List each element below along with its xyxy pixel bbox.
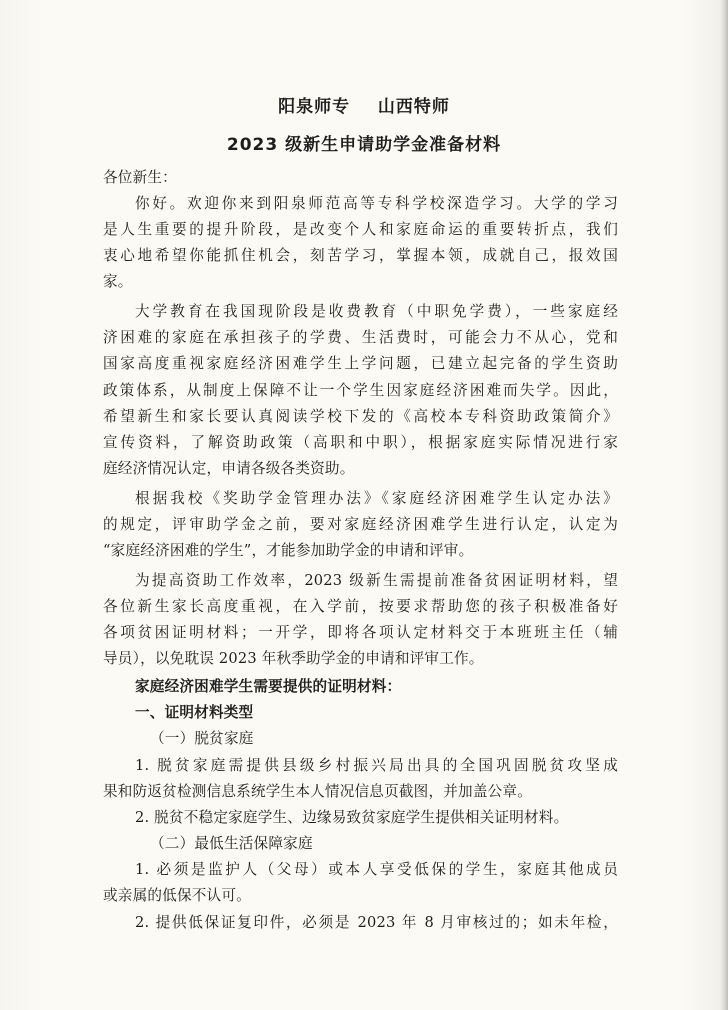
paragraph-preparation-line: 各项贫困证明材料；一开学，即将各项认定材料交于本班班主任（辅 bbox=[103, 624, 618, 641]
paragraph-preparation-line: 各位新生家长高度重视，在入学前，按要求帮助您的孩子积极准备好 bbox=[103, 598, 618, 615]
item-text-line: 果和防返贫检测信息系统学生本人情况信息页截图，并加盖公章。 bbox=[103, 783, 533, 800]
item-heading-poverty-relief-family: （一）脱贫家庭 bbox=[150, 730, 254, 747]
paragraph-policy-line: 庭经济情况认定，申请各级各类资助。 bbox=[103, 460, 355, 477]
paragraph-policy-line: 国家高度重视家庭经济困难学生上学问题，已建立起完备的学生资助 bbox=[103, 355, 618, 372]
paragraph-policy-line: 宣传资料，了解资助政策（高职和中职），根据家庭实际情况进行家 bbox=[103, 434, 618, 451]
paragraph-rules-line: 根据我校《奖助学金管理办法》《家庭经济困难学生认定办法》 bbox=[135, 490, 618, 507]
item-text-line: 1. 脱贫家庭需提供县级乡村振兴局出具的全国巩固脱贫攻坚成 bbox=[135, 757, 618, 774]
paragraph-policy-line: 济困难的家庭在承担孩子的学费、生活费时，可能会力不从心，党和 bbox=[103, 329, 618, 346]
item-text-line: 2. 脱贫不稳定家庭学生、边缘易致贫家庭学生提供相关证明材料。 bbox=[135, 809, 569, 826]
paragraph-policy-line: 大学教育在我国现阶段是收费教育（中职免学费），一些家庭经 bbox=[135, 303, 618, 320]
paragraph-welcome-line: 家。 bbox=[103, 273, 133, 290]
paragraph-policy-line: 政策体系，从制度上保障不让一个学生因家庭经济困难而失学。因此， bbox=[103, 382, 618, 399]
item-text-line: 或亲属的低保不认可。 bbox=[103, 887, 251, 904]
paragraph-rules-line: “家庭经济困难的学生”，才能参加助学金的申请和评审。 bbox=[103, 542, 474, 559]
item-text-line: 2. 提供低保证复印件，必须是 2023 年 8 月审核过的；如未年检， bbox=[135, 914, 618, 931]
paragraph-policy-line: 希望新生和家长要认真阅读学校下发的《高校本专科资助政策简介》 bbox=[103, 408, 618, 425]
paragraph-welcome-line: 衷心地希望你能抓住机会，刻苦学习，掌握本领，成就自己，报效国 bbox=[103, 247, 618, 264]
item-heading-minimum-living-family: （二）最低生活保障家庭 bbox=[150, 835, 313, 852]
section-heading-required-materials: 家庭经济困难学生需要提供的证明材料： bbox=[135, 678, 402, 695]
document-title-schools: 阳泉师专 山西特师 bbox=[278, 97, 450, 117]
paragraph-preparation-line: 为提高资助工作效率，2023 级新生需提前准备贫困证明材料，望 bbox=[135, 572, 618, 589]
scanned-page-edge bbox=[720, 0, 728, 1010]
salutation: 各位新生： bbox=[103, 169, 177, 186]
paragraph-rules-line: 的规定，评审助学金之前，要对家庭经济困难学生进行认定，认定为 bbox=[103, 516, 618, 533]
document-title-main: 2023 级新生申请助学金准备材料 bbox=[226, 135, 502, 155]
item-text-line: 1. 必须是监护人（父母）或本人享受低保的学生，家庭其他成员 bbox=[135, 861, 618, 878]
paragraph-welcome-line: 你好。欢迎你来到阳泉师范高等专科学校深造学习。大学的学习 bbox=[135, 195, 618, 212]
paragraph-welcome-line: 是人生重要的提升阶段，是改变个人和家庭命运的重要转折点，我们 bbox=[103, 221, 618, 238]
subheading-material-types: 一、证明材料类型 bbox=[135, 704, 254, 721]
paragraph-preparation-line: 导员），以免耽误 2023 年秋季助学金的申请和评审工作。 bbox=[103, 650, 484, 667]
